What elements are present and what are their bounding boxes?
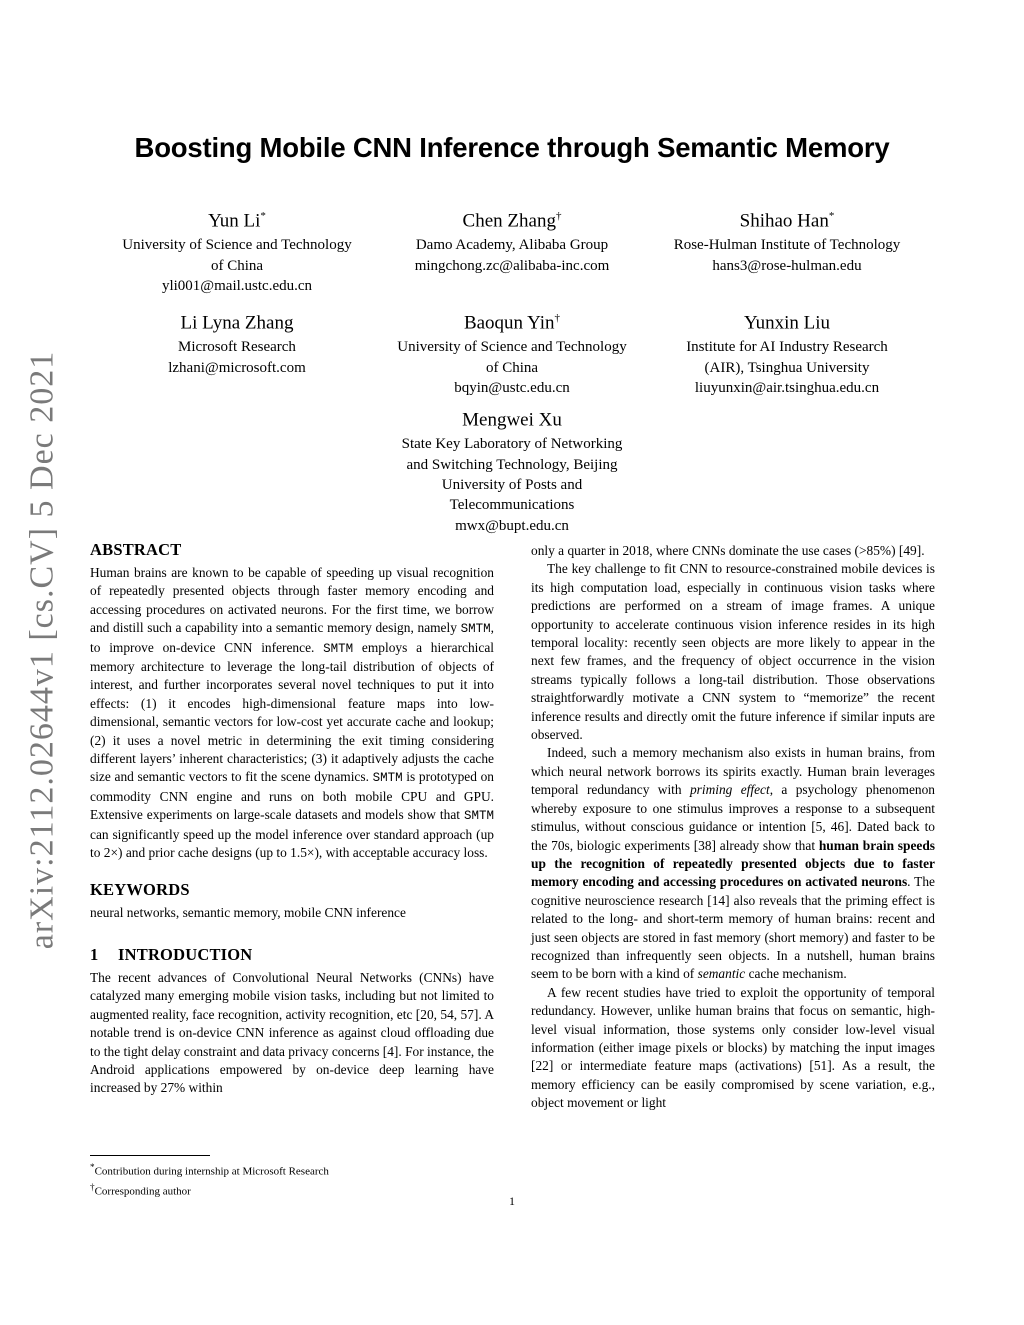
page-number: 1 <box>509 1194 515 1208</box>
footnote: †Corresponding author <box>90 1181 191 1198</box>
author-email: mwx@bupt.edu.cn <box>455 517 569 534</box>
keywords-text: neural networks, semantic memory, mobile CNN inference <box>90 904 406 920</box>
author-name: Yunxin Liu <box>743 312 831 334</box>
footnote: *Contribution during internship at Microsoft Research <box>90 1162 329 1178</box>
intro-paragraph: The recent advances of Convolutional Neural Networks (CNNs) have catalyzed many emerging mobile vision tasks, including but not limited to augmented reality, face recognition, activity recognition, etc [20, 54, 57]. A notable trend is on-device CNN inference as against cloud offloading due to the tight delay constraint and data privacy concerns [4]. For instance, the Android applications empowered by on-device deep learning have increased by 27% within <box>90 969 494 1096</box>
author-affiliation: of China <box>485 359 539 376</box>
author-name: Yun Li* <box>208 210 266 232</box>
author-affiliation: Institute for AI Industry Research <box>686 339 888 356</box>
author-email: mingchong.zc@alibaba-inc.com <box>414 257 610 274</box>
arxiv-sidebar <box>12 350 72 950</box>
intro-paragraph: Indeed, such a memory mechanism also exists in human brains, from which neural network borrows its spirits exactly. Human brain leverages temporal redundancy with priming effect, a psychology phenomenon whereby exposure to one stimulus improves a response to a subsequent stimulus, without conscious guidance or intention [5, 46]. Dated back to the 70s, biologic experiments [38] already show that human brain speeds up the recognition of repeatedly presented objects due to faster memory encoding and accessing procedures on activated neurons. The cognitive neuroscience research [14] also reveals that the priming effect is related to the long- and short-term memory of human brains: recent and just seen objects are stored in fast memory (short memory) and faster to be recognized than infrequently seen objects. In a nutshell, human brains seem to be born with a kind of semantic cache mechanism. <box>531 745 936 982</box>
author-block <box>642 203 932 276</box>
author-affiliation: Rose-Hulman Institute of Technology <box>673 237 901 254</box>
intro-paragraph: A few recent studies have tried to exploit the opportunity of temporal redundancy. However, unlike human brains that focus on semantic, high-level visual information, those systems only consider low-level visual information (either image pixels or blocks) by matching the input images [22] or intermediate feature maps (activations) [51]. As a result, the memory efficiency can be easily compromised by scene variation, e.g., object movement or light <box>531 984 935 1111</box>
author-affiliation: (AIR), Tsinghua University <box>704 359 870 376</box>
intro-paragraph-continued: only a quarter in 2018, where CNNs dominate the use cases (>85%) [49]. <box>531 543 925 558</box>
author-affiliation: of China <box>210 257 264 274</box>
author-block <box>367 402 657 536</box>
author-affiliation: University of Science and Technology <box>397 339 627 356</box>
author-email: bqyin@ustc.edu.cn <box>454 379 570 396</box>
author-affiliation: State Key Laboratory of Networking <box>401 436 623 453</box>
footnote-rule <box>90 1155 210 1156</box>
author-block <box>367 305 657 398</box>
abstract-heading: ABSTRACT <box>90 540 182 559</box>
author-affiliation: Microsoft Research <box>178 339 296 356</box>
author-name: Baoqun Yin† <box>463 312 561 334</box>
author-name: Shihao Han* <box>739 210 835 232</box>
author-name: Li Lyna Zhang <box>180 312 294 334</box>
paper-title: Boosting Mobile CNN Inference through Semantic Memory <box>134 132 890 163</box>
author-affiliation: University of Posts and <box>441 476 583 493</box>
left-column <box>90 539 494 1098</box>
author-name: Chen Zhang† <box>462 210 562 232</box>
footnotes <box>90 1155 494 1199</box>
keywords-heading: KEYWORDS <box>90 879 190 899</box>
right-column <box>531 542 935 1113</box>
author-block <box>92 305 382 378</box>
abstract-text: Human brains are known to be capable of speeding up visual recognition of repeatedly presented objects through faster memory encoding and accessing procedures on activated neurons. For the first time, we borrow and distill such a capability into a semantic memory design, namely SMTM, to improve on-device CNN inference. SMTM employs a hierarchical memory architecture to leverage the long-tail distribution of objects of interest, and further incorporates several novel techniques to put it into effects: (1) it encodes high-dimensional feature maps into low-dimensional, semantic vectors for low-cost yet accurate cache and lookup; (2) it uses a novel metric in determining the exit timing considering different layers’ inherent characteristics; (3) it adaptively adjusts the cache size and semantic vectors to fit the scene dynamics. SMTM is prototyped on commodity CNN engine and runs on both mobile CPU and GPU. Extensive experiments on large-scale datasets and models show that SMTM can significantly speed up the model inference over standard approach (up to 2×) and prior cache designs (up to 1.5×), with acceptable accuracy loss. <box>90 565 494 861</box>
author-email: yli001@mail.ustc.edu.cn <box>161 277 313 294</box>
author-affiliation: Telecommunications <box>449 497 575 514</box>
author-email: liuyunxin@air.tsinghua.edu.cn <box>694 379 880 396</box>
author-affiliation: and Switching Technology, Beijing <box>406 456 618 473</box>
author-affiliation: University of Science and Technology <box>122 237 352 254</box>
author-block <box>367 203 657 276</box>
introduction-heading: 1 INTRODUCTION <box>90 944 253 964</box>
author-block <box>92 203 382 296</box>
author-affiliation: Damo Academy, Alibaba Group <box>415 237 609 254</box>
intro-paragraph: The key challenge to fit CNN to resource-constrained mobile devices is its high computation load, especially in continuous vision tasks where predictions are performed on a stream of image frames. A unique opportunity to accelerate continuous vision inference resides in its high temporal locality: recently seen objects are more likely to appear in the next few frames, and the frequency of object occurrence in the vision streams typically follows a long-tail distribution. Those observations straightforwardly motivate a CNN system to “memorize” the recent inference results and directly omit the future inference if similar inputs are observed. <box>531 561 935 743</box>
author-block <box>642 305 932 398</box>
author-name: Mengwei Xu <box>462 409 562 431</box>
arxiv-identifier: arXiv:2112.02644v1 [cs.CV] 5 Dec 2021 <box>23 350 60 950</box>
author-email: lzhani@microsoft.com <box>168 359 306 376</box>
author-email: hans3@rose-hulman.edu <box>712 257 862 274</box>
